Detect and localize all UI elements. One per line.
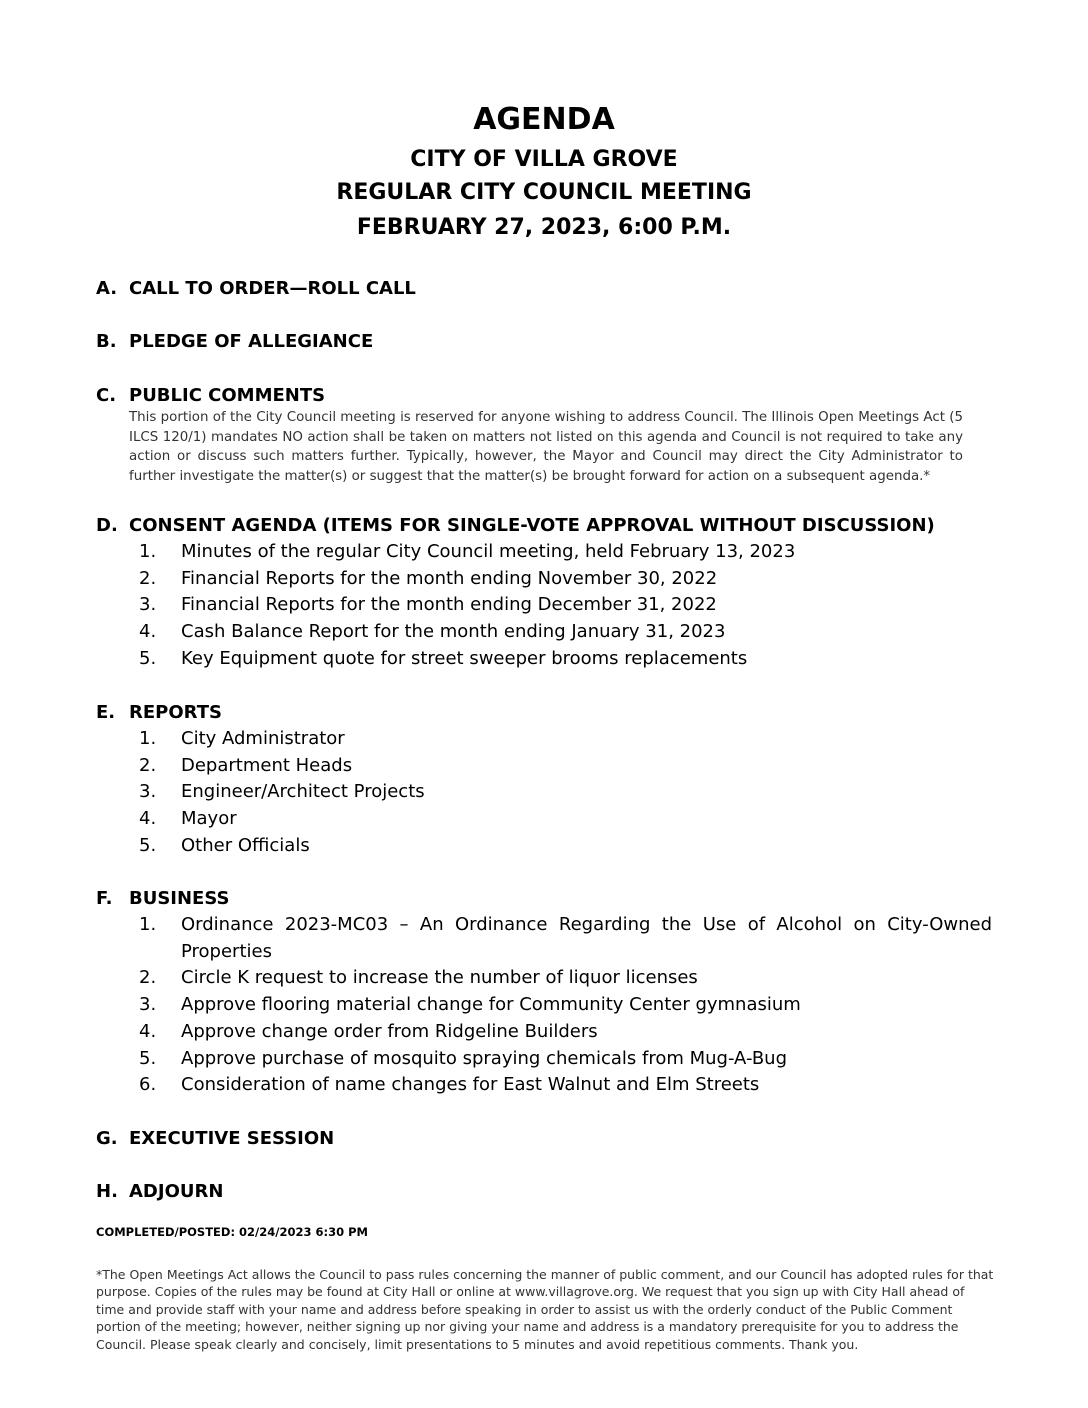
list-item — [128, 753, 998, 780]
item-text: Other Officials — [181, 834, 310, 856]
item-number: 1. — [139, 728, 157, 749]
list-item — [128, 912, 992, 965]
open-meetings-footnote: *The Open Meetings Act allows the Council to pass rules concerning the manner of public comment, and our Council has adopted rules for that purpose. Copies of the rules may be found at City Hall or online at www.villagrove.org. We request that you sign up with City Hall ahead of time and provide staff with your name and address before speaking in order to assist us with the orderly conduct of the Public Comment portion of the meeting; however, neither signing up nor giving your name and address is a mandatory prerequisite for you to address the Council. Please speak clearly and concisely, limit presentations to 5 minutes and avoid repetitious comments. Thank you. — [96, 1267, 994, 1352]
list-item — [128, 646, 998, 673]
item-number: 3. — [139, 781, 157, 803]
item-number: 1. — [139, 914, 157, 935]
item-text: City Administrator — [181, 728, 345, 749]
section-title: CALL TO ORDER—ROLL CALL — [129, 278, 416, 299]
consent-agenda-list — [128, 539, 998, 673]
item-text: Approve purchase of mosquito spraying chemicals from Mug-A-Bug — [181, 1047, 788, 1069]
section-letter: D. — [96, 515, 118, 536]
item-number: 2. — [139, 754, 157, 776]
item-number: 1. — [139, 541, 157, 562]
item-text: Ordinance 2023-MC03 – An Ordinance Regarding the Use of Alcohol on City-Owned Properties — [181, 914, 992, 962]
page-title: AGENDA — [473, 102, 615, 137]
list-item — [128, 833, 998, 860]
completed-posted-stamp: COMPLETED/POSTED: 02/24/2023 6:30 PM — [96, 1225, 368, 1239]
list-item — [128, 539, 998, 566]
section-letter: F. — [96, 888, 113, 909]
item-number: 4. — [139, 621, 157, 643]
section-a-heading — [96, 278, 416, 299]
section-title: CONSENT AGENDA (ITEMS FOR SINGLE-VOTE APPROVAL WITHOUT DISCUSSION) — [129, 515, 935, 536]
section-letter: C. — [96, 385, 117, 406]
list-item — [128, 806, 998, 833]
section-b-heading — [96, 331, 373, 352]
section-letter: H. — [96, 1181, 118, 1202]
section-f-heading — [96, 888, 229, 909]
list-item — [128, 1019, 992, 1046]
item-number: 6. — [139, 1074, 157, 1096]
list-item — [128, 619, 998, 646]
section-d-heading — [96, 515, 935, 536]
section-g-heading — [96, 1128, 334, 1149]
item-number: 3. — [139, 994, 157, 1016]
meeting-type: REGULAR CITY COUNCIL MEETING — [336, 180, 752, 205]
section-h-heading — [96, 1181, 223, 1202]
list-item — [128, 965, 992, 992]
item-text: Minutes of the regular City Council meeting, held February 13, 2023 — [181, 541, 796, 562]
city-name: CITY OF VILLA GROVE — [410, 147, 678, 172]
section-title: PUBLIC COMMENTS — [129, 385, 326, 406]
list-item — [128, 1072, 992, 1099]
item-number: 3. — [139, 594, 157, 616]
section-title: PLEDGE OF ALLEGIANCE — [129, 331, 374, 352]
public-comments-description: This portion of the City Council meeting is reserved for anyone wishing to address Council. The Illinois Open Meetings Act (5 ILCS 120/1) mandates NO action shall be taken on matters not listed on this agenda and Council is not required to take any action or discuss such matters further. Typically, however, the Mayor and Council may direct the City Administrator to further investigate the matter(s) or suggest that the matter(s) be brought forward for action on a subsequent agenda.* — [129, 410, 963, 484]
item-number: 5. — [139, 834, 157, 856]
section-c-heading — [96, 385, 325, 406]
section-title: BUSINESS — [129, 888, 230, 909]
list-item — [128, 566, 998, 593]
section-letter: E. — [96, 702, 116, 723]
section-letter: G. — [96, 1128, 118, 1149]
item-text: Approve flooring material change for Community Center gymnasium — [181, 994, 801, 1016]
section-letter: B. — [96, 331, 117, 352]
item-number: 2. — [139, 967, 157, 989]
reports-list — [128, 726, 998, 860]
item-number: 4. — [139, 808, 157, 830]
item-text: Circle K request to increase the number of liquor licenses — [181, 967, 698, 989]
section-e-heading — [96, 702, 222, 723]
item-text: Financial Reports for the month ending December 31, 2022 — [181, 594, 717, 616]
meeting-date: FEBRUARY 27, 2023, 6:00 P.M. — [356, 215, 732, 240]
list-item — [128, 992, 992, 1019]
section-title: EXECUTIVE SESSION — [129, 1128, 335, 1149]
item-text: Key Equipment quote for street sweeper brooms replacements — [181, 647, 748, 669]
item-text: Consideration of name changes for East Walnut and Elm Streets — [181, 1074, 760, 1096]
item-number: 5. — [139, 647, 157, 669]
list-item — [128, 1046, 992, 1073]
item-number: 4. — [139, 1020, 157, 1042]
item-number: 2. — [139, 567, 157, 589]
item-number: 5. — [139, 1047, 157, 1069]
list-item — [128, 592, 998, 619]
list-item — [128, 779, 998, 806]
item-text: Approve change order from Ridgeline Builders — [181, 1020, 598, 1042]
list-item — [128, 726, 998, 753]
item-text: Department Heads — [181, 754, 353, 776]
item-text: Financial Reports for the month ending November 30, 2022 — [181, 567, 718, 589]
section-title: REPORTS — [129, 702, 222, 723]
section-letter: A. — [96, 278, 118, 299]
business-list — [128, 912, 992, 1099]
item-text: Cash Balance Report for the month ending January 31, 2023 — [181, 621, 726, 643]
item-text: Mayor — [181, 808, 237, 830]
item-text: Engineer/Architect Projects — [181, 781, 425, 803]
section-title: ADJOURN — [129, 1181, 224, 1202]
